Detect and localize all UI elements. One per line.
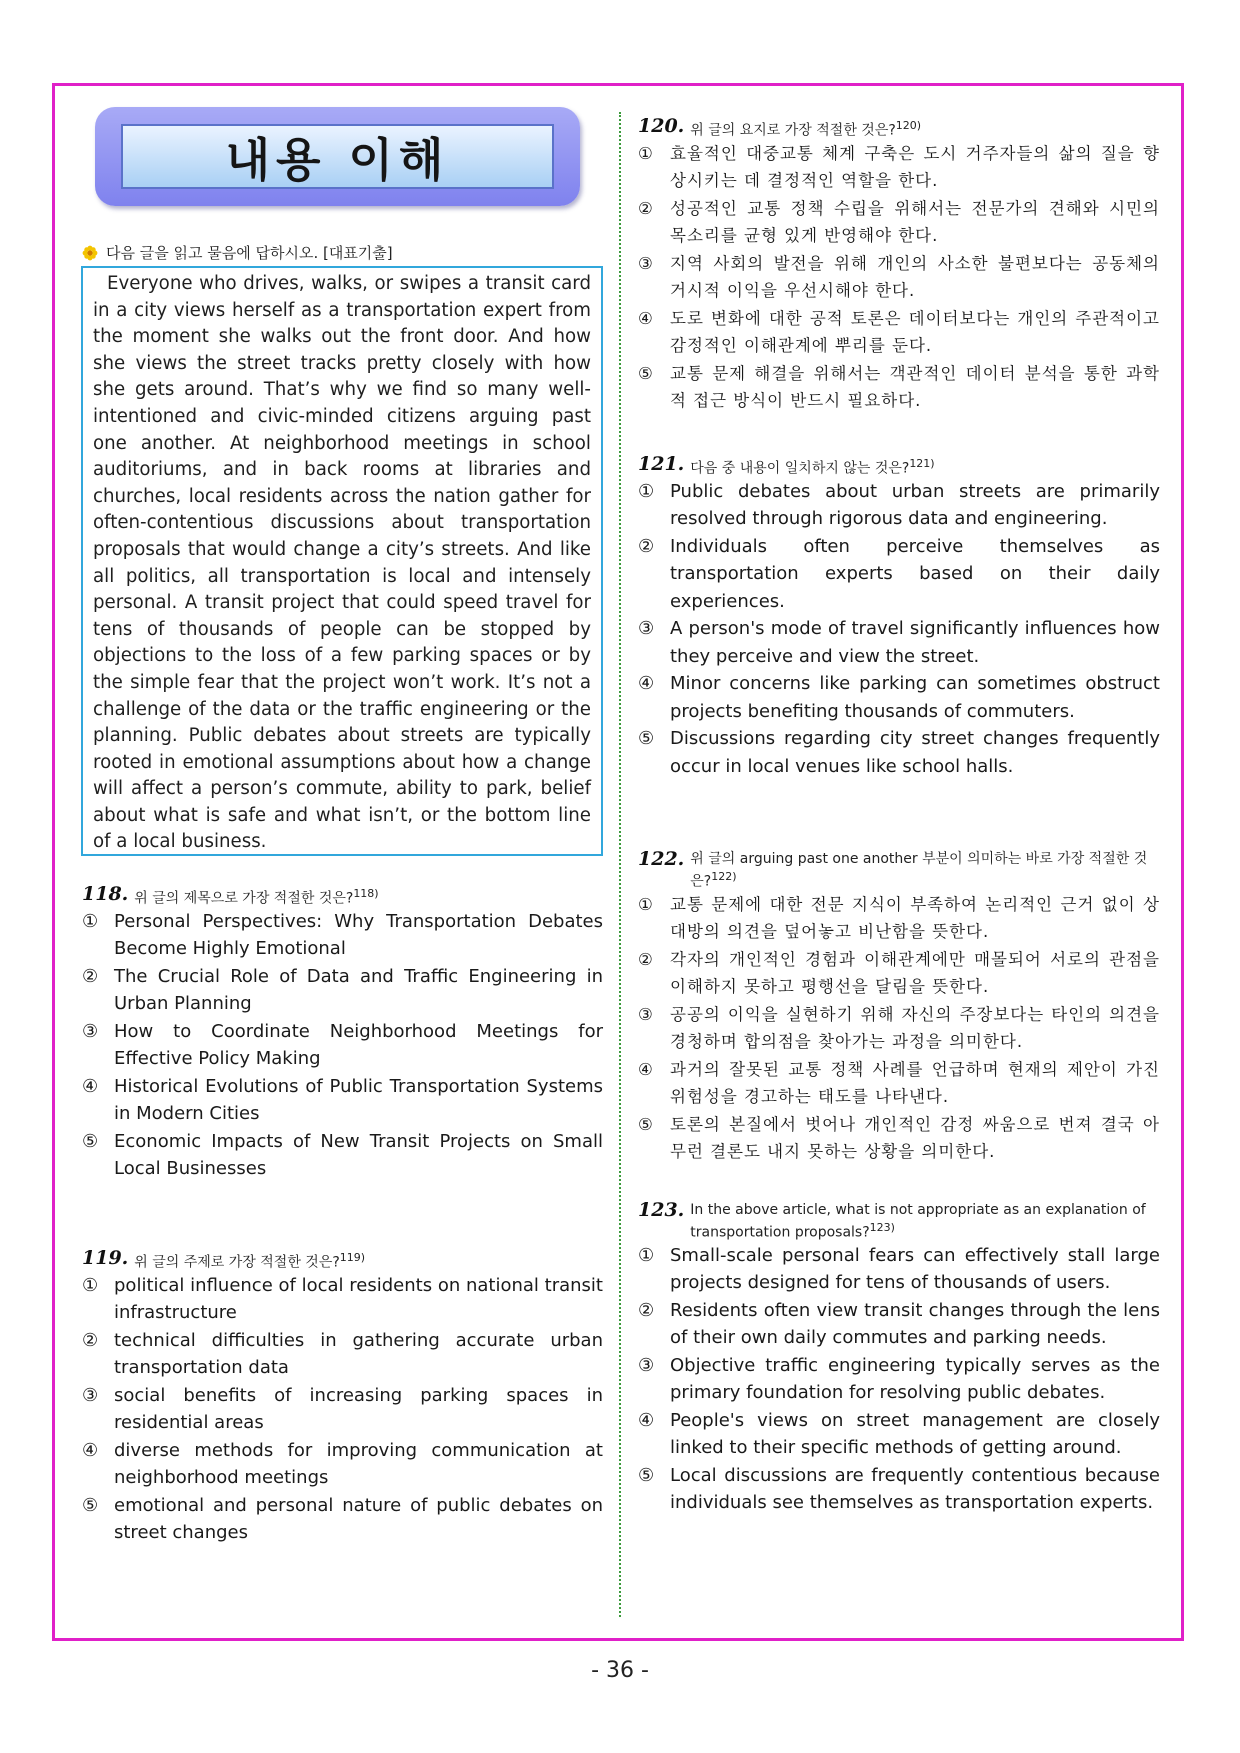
option-text: 교통 문제에 대한 전문 지식이 부족하여 논리적인 근거 없이 상대방의 의견을 덮어놓고 비난함을 뜻한다. bbox=[670, 894, 1160, 942]
option-5[interactable] bbox=[82, 1492, 603, 1547]
option-number: ⑤ bbox=[638, 728, 655, 750]
question-prompt: 위 글의 요지로 가장 적절한 것은? bbox=[690, 122, 896, 139]
option-4[interactable] bbox=[638, 1056, 1160, 1111]
option-1[interactable] bbox=[638, 1242, 1160, 1297]
passage-text: Everyone who drives, walks, or swipes a transit card in a city views herself as a transportation expert from the moment she walks out the front door. And how she views the street tracks pretty closely with how she gets around. That’s why we find so many well-intentioned and civic-minded citizens arguing past one another. At neighborhood meetings in school auditoriums, and in back rooms at libraries and churches, local residents across the nation gather for often-contentious discussions about transportation proposals that would change a city’s streets. And like all politics, all transportation is local and intensely personal. A transit project that could speed travel for tens of thousands of people can be stopped by objections to the loss of a few parking spaces or by the simple fear that the project won’t work. It’s not a challenge of the data or the traffic engineering or the planning. Public debates about streets are typically rooted in emotional assumptions about how a change will affect a person’s commute, ability to park, belief about what is safe and what isn’t, or the bottom line of a local business. bbox=[93, 273, 591, 853]
option-number: ⑤ bbox=[82, 1130, 99, 1152]
option-text: Objective traffic engineering typically serves as the primary foundation for resolving public debates. bbox=[670, 1354, 1160, 1404]
option-text: diverse methods for improving communication at neighborhood meetings bbox=[114, 1439, 603, 1489]
option-number: ① bbox=[82, 1274, 99, 1296]
option-number: ② bbox=[638, 535, 655, 557]
option-number: ④ bbox=[638, 673, 655, 695]
option-2[interactable] bbox=[82, 1327, 603, 1382]
option-text: Residents often view transit changes through the lens of their own daily commutes and parking needs. bbox=[670, 1299, 1160, 1349]
footnote-ref: 121) bbox=[909, 457, 935, 470]
option-number: ③ bbox=[82, 1020, 99, 1042]
option-1[interactable] bbox=[638, 140, 1160, 195]
option-text: social benefits of increasing parking spaces in residential areas bbox=[114, 1384, 603, 1434]
flower-icon bbox=[82, 245, 98, 261]
option-2[interactable] bbox=[638, 533, 1160, 616]
option-2[interactable] bbox=[82, 963, 603, 1018]
column-divider bbox=[619, 112, 621, 1617]
option-number: ② bbox=[82, 1329, 99, 1351]
option-text: 토론의 본질에서 벗어나 개인적인 감정 싸움으로 번져 결국 아무런 결론도 내지 못하는 상황을 의미한다. bbox=[670, 1114, 1160, 1162]
question-122 bbox=[638, 850, 1160, 1166]
option-text: Small-scale personal fears can effectively stall large projects designed for tens of thousands of users. bbox=[670, 1244, 1160, 1294]
option-number: ① bbox=[638, 143, 654, 163]
option-text: Individuals often perceive themselves as transportation experts based on their daily experiences. bbox=[670, 535, 1160, 612]
option-number: ① bbox=[638, 894, 654, 914]
reading-passage bbox=[81, 266, 603, 856]
option-number: ④ bbox=[82, 1439, 99, 1461]
option-5[interactable] bbox=[638, 1462, 1160, 1517]
option-number: ① bbox=[638, 1244, 655, 1266]
option-1[interactable] bbox=[82, 1272, 603, 1327]
option-number: ④ bbox=[638, 308, 654, 328]
option-number: ③ bbox=[638, 1354, 655, 1376]
option-text: Discussions regarding city street changes frequently occur in local venues like school halls. bbox=[670, 728, 1160, 777]
option-text: emotional and personal nature of public debates on street changes bbox=[114, 1494, 603, 1544]
question-number: 121. bbox=[638, 453, 685, 475]
option-1[interactable] bbox=[82, 908, 603, 963]
footnote-ref: 119) bbox=[339, 1251, 366, 1264]
option-1[interactable] bbox=[638, 478, 1160, 533]
option-text: How to Coordinate Neighborhood Meetings for Effective Policy Making bbox=[114, 1020, 603, 1070]
option-text: 도로 변화에 대한 공적 토론은 데이터보다는 개인의 주관적이고 감정적인 이해관계에 뿌리를 둔다. bbox=[670, 308, 1160, 356]
option-3[interactable] bbox=[638, 615, 1160, 670]
option-4[interactable] bbox=[638, 1407, 1160, 1462]
option-number: ④ bbox=[638, 1409, 655, 1431]
question-number: 119. bbox=[82, 1247, 129, 1269]
option-3[interactable] bbox=[82, 1018, 603, 1073]
question-120 bbox=[638, 117, 1160, 415]
option-text: 지역 사회의 발전을 위해 개인의 사소한 불편보다는 공동체의 거시적 이익을 우선시해야 한다. bbox=[670, 253, 1160, 301]
option-text: Economic Impacts of New Transit Projects on Small Local Businesses bbox=[114, 1130, 603, 1180]
question-prompt: In the above article, what is not appropriate as an explanation of transportation proposals? bbox=[690, 1202, 1146, 1241]
option-3[interactable] bbox=[638, 1352, 1160, 1407]
instruction bbox=[82, 242, 393, 263]
option-text: 과거의 잘못된 교통 정책 사례를 언급하며 현재의 제안이 가진 위험성을 경고하는 태도를 나타낸다. bbox=[670, 1059, 1160, 1107]
option-number: ⑤ bbox=[638, 1114, 654, 1134]
option-number: ④ bbox=[82, 1075, 99, 1097]
option-3[interactable] bbox=[638, 250, 1160, 305]
question-118 bbox=[82, 885, 603, 1183]
question-119 bbox=[82, 1249, 603, 1547]
option-4[interactable] bbox=[638, 670, 1160, 725]
option-5[interactable] bbox=[638, 725, 1160, 780]
question-prompt: 위 글의 주제로 가장 적절한 것은? bbox=[134, 1254, 340, 1271]
option-number: ⑤ bbox=[638, 363, 654, 383]
option-text: political influence of local residents on national transit infrastructure bbox=[114, 1274, 603, 1324]
option-number: ③ bbox=[638, 618, 655, 640]
option-4[interactable] bbox=[638, 305, 1160, 360]
option-text: The Crucial Role of Data and Traffic Engineering in Urban Planning bbox=[114, 965, 603, 1015]
section-title: 내용 이해 bbox=[225, 132, 450, 187]
option-text: Local discussions are frequently contentious because individuals see themselves as transportation experts. bbox=[670, 1464, 1160, 1514]
option-text: 공공의 이익을 실현하기 위해 자신의 주장보다는 타인의 의견을 경청하며 합의점을 찾아가는 과정을 의미한다. bbox=[670, 1004, 1160, 1052]
option-number: ③ bbox=[638, 253, 654, 273]
option-text: 성공적인 교통 정책 수립을 위해서는 전문가의 견해와 시민의 목소리를 균형 있게 반영해야 한다. bbox=[670, 198, 1160, 246]
question-number: 123. bbox=[638, 1199, 685, 1221]
option-4[interactable] bbox=[82, 1073, 603, 1128]
option-text: technical difficulties in gathering accurate urban transportation data bbox=[114, 1329, 603, 1379]
option-text: Personal Perspectives: Why Transportation Debates Become Highly Emotional bbox=[114, 910, 603, 960]
footnote-ref: 122) bbox=[711, 870, 737, 883]
option-number: ⑤ bbox=[82, 1494, 99, 1516]
option-text: 각자의 개인적인 경험과 이해관계에만 매몰되어 서로의 관점을 이해하지 못하고 평행선을 달림을 뜻한다. bbox=[670, 949, 1160, 997]
option-1[interactable] bbox=[638, 891, 1160, 946]
option-number: ① bbox=[638, 480, 655, 502]
question-number: 118. bbox=[82, 883, 129, 905]
option-2[interactable] bbox=[638, 195, 1160, 250]
question-number: 120. bbox=[638, 115, 685, 137]
option-text: People's views on street management are closely linked to their specific methods of getting around. bbox=[670, 1409, 1160, 1459]
option-number: ① bbox=[82, 910, 99, 932]
option-3[interactable] bbox=[638, 1001, 1160, 1056]
option-4[interactable] bbox=[82, 1437, 603, 1492]
question-number: 122. bbox=[638, 848, 685, 870]
option-text: 효율적인 대중교통 체계 구축은 도시 거주자들의 삶의 질을 향상시키는 데 결정적인 역할을 한다. bbox=[670, 143, 1160, 191]
option-number: ④ bbox=[638, 1059, 654, 1079]
option-text: Historical Evolutions of Public Transportation Systems in Modern Cities bbox=[114, 1075, 603, 1125]
question-prompt: 위 글의 arguing past one another 부분이 의미하는 바로 가장 적절한 것은? bbox=[690, 851, 1148, 890]
option-number: ⑤ bbox=[638, 1464, 655, 1486]
option-text: Public debates about urban streets are primarily resolved through rigorous data and engineering. bbox=[670, 480, 1160, 530]
option-5[interactable] bbox=[638, 360, 1160, 415]
question-prompt: 다음 중 내용이 일치하지 않는 것은? bbox=[690, 460, 910, 477]
instruction-text: 다음 글을 읽고 물음에 답하시오. [대표기출] bbox=[106, 244, 393, 262]
option-2[interactable] bbox=[638, 1297, 1160, 1352]
question-121 bbox=[638, 455, 1160, 780]
question-prompt: 위 글의 제목으로 가장 적절한 것은? bbox=[134, 890, 354, 907]
option-5[interactable] bbox=[82, 1128, 603, 1183]
option-text: Minor concerns like parking can sometimes obstruct projects benefiting thousands of commuters. bbox=[670, 673, 1160, 722]
option-number: ③ bbox=[82, 1384, 99, 1406]
option-number: ② bbox=[638, 949, 654, 969]
footnote-ref: 120) bbox=[895, 119, 922, 132]
option-text: A person's mode of travel significantly influences how they perceive and view the street. bbox=[670, 618, 1160, 667]
option-number: ③ bbox=[638, 1004, 654, 1024]
option-number: ② bbox=[638, 1299, 655, 1321]
option-3[interactable] bbox=[82, 1382, 603, 1437]
footnote-ref: 118) bbox=[353, 887, 379, 900]
page-number: - 36 - bbox=[591, 1658, 649, 1683]
option-number: ② bbox=[638, 198, 654, 218]
option-text: 교통 문제 해결을 위해서는 객관적인 데이터 분석을 통한 과학적 접근 방식이 반드시 필요하다. bbox=[670, 363, 1160, 411]
footnote-ref: 123) bbox=[869, 1221, 895, 1234]
option-5[interactable] bbox=[638, 1111, 1160, 1166]
option-number: ② bbox=[82, 965, 99, 987]
option-2[interactable] bbox=[638, 946, 1160, 1001]
section-title-banner bbox=[95, 107, 580, 206]
question-123 bbox=[638, 1201, 1160, 1517]
